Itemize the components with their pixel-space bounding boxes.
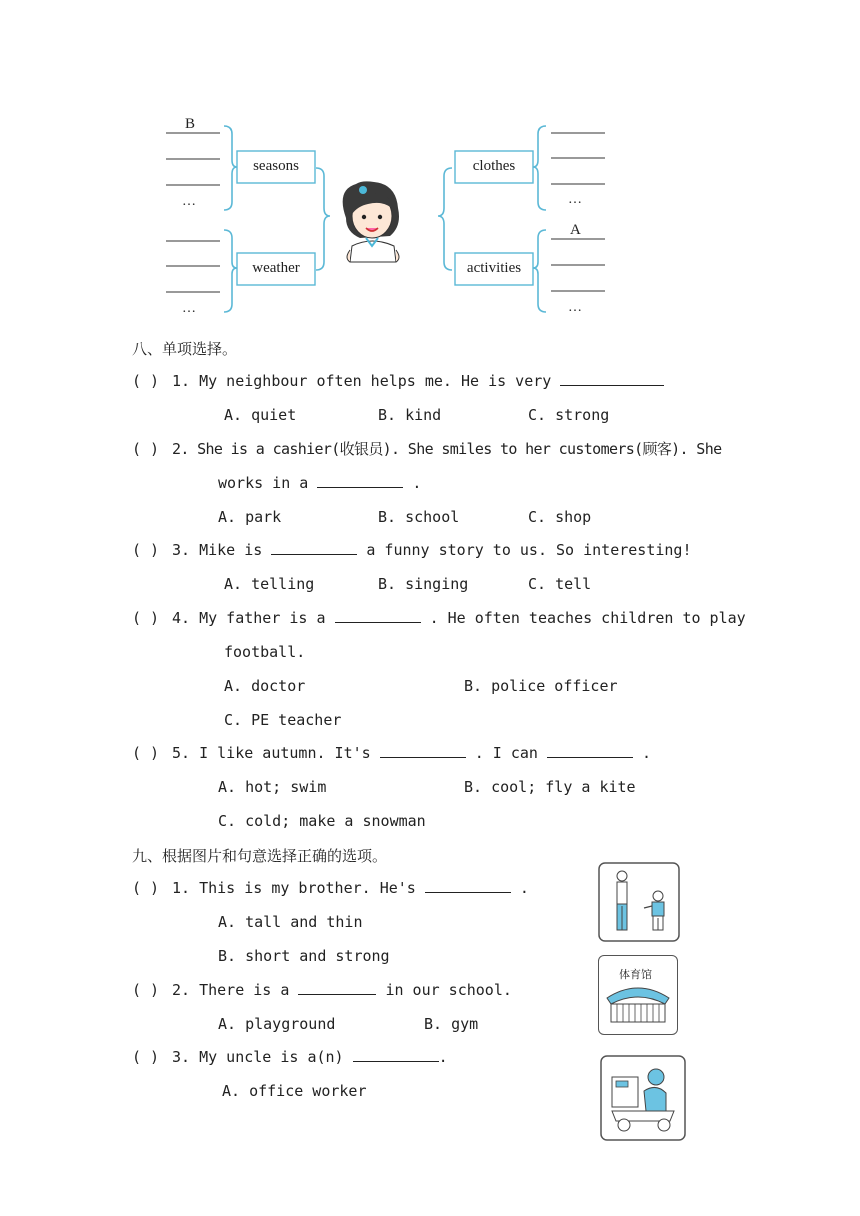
brothers-picture [598, 862, 680, 942]
q8-4-option-a[interactable]: A. doctor [224, 677, 306, 695]
q8-2-paren[interactable]: ( ) [132, 440, 160, 458]
q8-4-paren[interactable]: ( ) [132, 609, 160, 627]
q9-2-paren[interactable]: ( ) [132, 981, 160, 999]
answer-blank[interactable] [317, 473, 403, 488]
q8-4-text: 4. My father is a . He often teaches children to play [172, 609, 746, 627]
answer-blank[interactable] [425, 878, 511, 893]
gym-building-icon [599, 956, 677, 1034]
mind-map-diagram [0, 0, 860, 330]
box-clothes: clothes [472, 158, 516, 174]
q8-3-option-b[interactable]: B. singing [378, 575, 469, 593]
letter-a: A [570, 222, 581, 238]
q8-2-text-continued: works in a . [218, 474, 422, 492]
q8-4-option-c[interactable]: C. PE teacher [224, 711, 342, 729]
gym-picture [598, 955, 678, 1035]
q9-1-option-b[interactable]: B. short and strong [218, 947, 390, 965]
section9-title: 九、根据图片和句意选择正确的选项。 [132, 847, 388, 865]
q9-2-text: 2. There is a in our school. [172, 981, 512, 999]
letter-b: B [185, 116, 196, 132]
q8-5-option-c[interactable]: C. cold; make a snowman [218, 812, 426, 830]
q8-2-text: 2. She is a cashier(收银员). She smiles to her customers(顾客). She [172, 440, 722, 458]
ellipsis-left-bottom: … [182, 301, 196, 316]
q9-1-option-a[interactable]: A. tall and thin [218, 913, 363, 931]
answer-blank[interactable] [335, 608, 421, 623]
q9-3-text: 3. My uncle is a(n) . [172, 1048, 448, 1066]
q9-2-option-b[interactable]: B. gym [424, 1015, 479, 1033]
delivery-worker-picture [600, 1055, 686, 1141]
gym-sign-text: 体育馆 [619, 968, 652, 981]
q8-2-option-c[interactable]: C. shop [528, 508, 592, 526]
q8-1-option-a[interactable]: A. quiet [224, 406, 297, 424]
q8-3-option-c[interactable]: C. tell [528, 575, 592, 593]
q9-2-option-a[interactable]: A. playground [218, 1015, 336, 1033]
q8-4-option-b[interactable]: B. police officer [464, 677, 618, 695]
answer-blank[interactable] [560, 371, 664, 386]
q9-3-option-a[interactable]: A. office worker [222, 1082, 367, 1100]
q9-3-paren[interactable]: ( ) [132, 1048, 160, 1066]
q8-5-text: 5. I like autumn. It's . I can . [172, 744, 652, 762]
q8-3-option-a[interactable]: A. telling [224, 575, 315, 593]
section8-title: 八、单项选择。 [132, 340, 238, 358]
answer-blank[interactable] [298, 980, 376, 995]
ellipsis-right-bottom: … [568, 300, 582, 315]
q8-5-paren[interactable]: ( ) [132, 744, 160, 762]
q8-4-text-continued: football. [224, 643, 306, 661]
box-seasons: seasons [253, 158, 299, 174]
answer-blank[interactable] [271, 540, 357, 555]
q8-2-option-b[interactable]: B. school [378, 508, 460, 526]
girl-illustration [343, 181, 399, 262]
q8-1-option-b[interactable]: B. kind [378, 406, 442, 424]
q8-1-text: 1. My neighbour often helps me. He is very [172, 371, 664, 391]
q8-3-paren[interactable]: ( ) [132, 541, 160, 559]
answer-blank[interactable] [353, 1047, 439, 1062]
q8-3-text: 3. Mike is a funny story to us. So interesting! [172, 541, 692, 559]
box-weather: weather [252, 260, 300, 276]
q9-1-text: 1. This is my brother. He's . [172, 879, 529, 897]
q8-1-option-c[interactable]: C. strong [528, 406, 610, 424]
answer-blank[interactable] [380, 743, 466, 758]
ellipsis-left-top: … [182, 194, 196, 209]
q8-2-option-a[interactable]: A. park [218, 508, 282, 526]
q8-5-option-b[interactable]: B. cool; fly a kite [464, 778, 636, 796]
q9-1-paren[interactable]: ( ) [132, 879, 160, 897]
box-activities: activities [466, 260, 522, 276]
q8-1-paren[interactable]: ( ) [132, 372, 160, 390]
ellipsis-right-top: … [568, 192, 582, 207]
answer-blank[interactable] [547, 743, 633, 758]
q8-5-option-a[interactable]: A. hot; swim [218, 778, 327, 796]
